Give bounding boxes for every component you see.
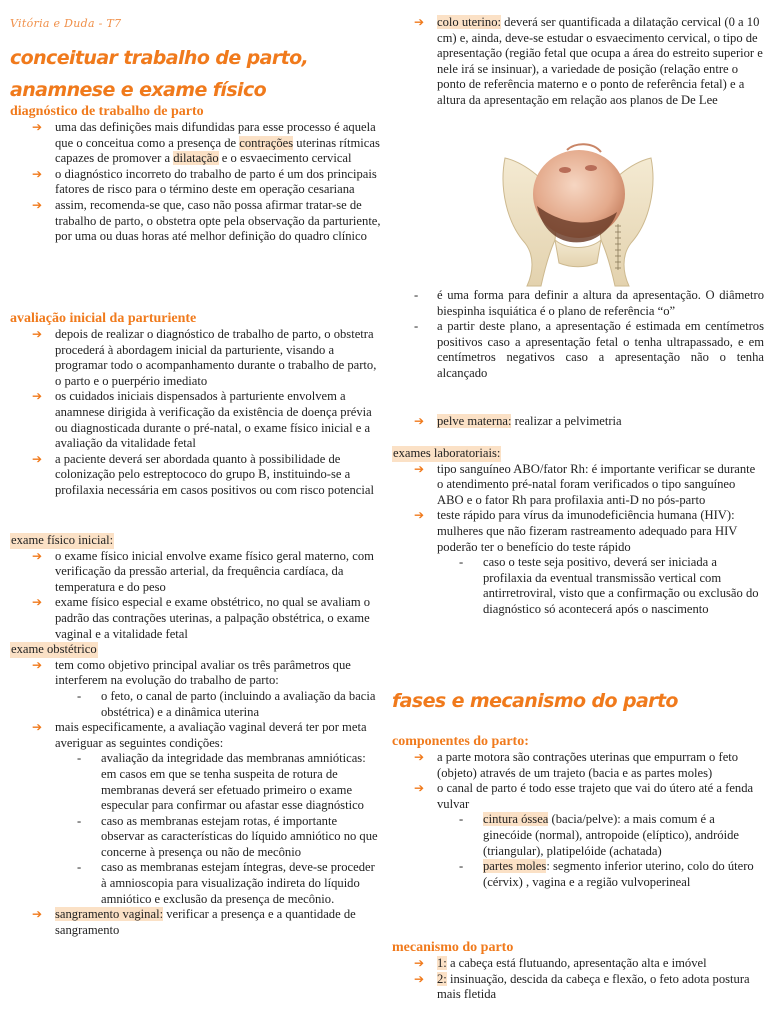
heading-mecanismo: mecanismo do parto xyxy=(392,940,514,955)
list-item: ➔ mais especificamente, a avaliação vaginal deverá ter por meta averiguar as seguintes condições: xyxy=(32,720,367,750)
arrow-icon: ➔ xyxy=(414,414,425,428)
arrow-icon: ➔ xyxy=(32,548,43,563)
arrow-icon: ➔ xyxy=(32,327,43,341)
arrow-icon: ➔ xyxy=(414,956,425,970)
list-item: ➔ o diagnóstico incorreto do trabalho de parto é um dos principais fatores de risco para o término deste em operação cesariana xyxy=(32,166,377,197)
section-diagnostico xyxy=(10,104,382,245)
section-exames-laboratoriais xyxy=(392,446,764,618)
arrow-icon: ➔ xyxy=(414,781,425,796)
list-item: ➔ assim, recomenda-se que, caso não possa afirmar tratar-se de trabalho de parto, o obstetra opte pela observação da parturiente, por uma ou duas horas até melhor definição do quadro clínico xyxy=(32,197,381,244)
author-label: Vitória e Duda - T7 xyxy=(10,17,122,30)
list-item: ➔ uma das definições mais difundidas para esse processo é aquela que o conceitua como a presença de contrações uterinas rítmicas capazes de promover a dilatação e o esvaecimento cervical xyxy=(32,120,380,166)
arrow-icon: ➔ xyxy=(32,907,43,922)
section-mecanismo xyxy=(392,940,764,1003)
heading-diagnostico: diagnóstico de trabalho de parto xyxy=(10,104,204,119)
list-item: ➔ teste rápido para vírus da imunodeficiência humana (HIV): mulheres que não fizeram rastreamento adequado para HIV poderão ter o benefício do teste rápido xyxy=(414,508,738,554)
list-item: ➔ exame físico especial e exame obstétrico, no qual se avaliam o padrão das contrações uterinas, a palpação obstétrica, o exame vaginal e a vitalidade fetal xyxy=(32,595,371,641)
list-item: - a partir deste plano, a apresentação é estimada em centímetros positivos caso a apresentação fetal o tenha ultrapassado, e em centímetros negativos caso a apresentação não o tenha alcançado xyxy=(414,319,764,380)
list-item: ➔ depois de realizar o diagnóstico de trabalho de parto, o obstetra procederá à abordagem inicial da parturiente, visando a programar todo o acompanhamento durante o trabalho de parto, o parto e o puerpério imediato xyxy=(32,327,377,388)
list-item: ➔ a paciente deverá ser abordada quanto à possibilidade de colonização pelo estreptococo do grupo B, instituindo-se a profilaxia necessária em casos positivos ou com risco potencial xyxy=(32,451,374,497)
list-item: ➔ pelve materna: realizar a pelvimetria xyxy=(414,414,622,428)
arrow-icon: ➔ xyxy=(414,508,425,523)
list-item: ➔ os cuidados iniciais dispensados à parturiente envolvem a anamnese dirigida à verificação da existência de doença prévia ou diagnosticada durante o pré-natal, o exame físico inicial e a avaliação da vitalidade fetal xyxy=(32,389,372,451)
arrow-icon: ➔ xyxy=(414,461,425,476)
arrow-icon: ➔ xyxy=(32,595,43,610)
arrow-icon: ➔ xyxy=(32,166,43,181)
sub-item: - caso as membranas estejam íntegras, deve-se proceder à amnioscopia para visualização indireta do líquido amniótico e exclusão da presença de mecônio. xyxy=(77,860,375,906)
heading-avaliacao: avaliação inicial da parturiente xyxy=(10,311,197,326)
sub-item: - partes moles: segmento inferior uterino, colo do útero (cérvix) , vagina e a região vulvoperineal xyxy=(459,859,754,889)
heading-exame-obstetrico: exame obstétrico xyxy=(11,642,97,657)
arrow-icon: ➔ xyxy=(414,971,425,986)
sub-item: - caso as membranas estejam rotas, é importante observar as características do líquido amniótico no que concerne à presença ou não de mecônio xyxy=(77,813,378,859)
arrow-icon: ➔ xyxy=(32,120,43,134)
heading-exame-fisico: exame físico inicial: xyxy=(11,533,114,547)
arrow-icon: ➔ xyxy=(32,657,43,672)
list-item: ➔ tipo sanguíneo ABO/fator Rh: é importante verificar se durante o atendimento pré-natal foram verificados o tipo sanguíneo ABO e o fator Rh para profilaxia anti-D no pós-parto xyxy=(414,461,756,507)
list-item: ➔ tem como objetivo principal avaliar os três parâmetros que interferem na evolução do trabalho de parto: xyxy=(32,657,351,688)
list-item: ➔ a parte motora são contrações uterinas que empurram o feto (objeto) através de um trajeto (bacia e as partes moles) xyxy=(414,750,739,780)
list-item: ➔ o canal de parto é todo esse trajeto que vai do útero até a fenda vulvar xyxy=(414,781,754,811)
section-componentes xyxy=(392,734,764,890)
pelvis-fetal-head-illustration xyxy=(497,128,659,288)
arrow-icon: ➔ xyxy=(32,720,43,735)
sub-item: - o feto, o canal de parto (incluindo a avaliação da bacia obstétrica) e a dinâmica uterina xyxy=(77,688,376,719)
sub-item: - avaliação da integridade das membranas amnióticas: em casos em que se tenha suspeita de rotura de membranas deverá ser efetuado primeiro o exame especular para confirmar ou afastar esse diagnóstico xyxy=(77,751,366,813)
section-colo-uterino xyxy=(392,15,764,109)
heading-componentes: componentes do parto: xyxy=(392,734,529,749)
list-item: ➔ 2: insinuação, descida da cabeça e flexão, o feto adota postura mais fletida xyxy=(414,971,750,1002)
list-item: ➔ sangramento vaginal: verificar a presença e a quantidade de sangramento xyxy=(32,907,356,937)
list-item: - é uma forma para definir a altura da apresentação. O diâmetro biespinha isquiática é o plano de referência “o” xyxy=(414,288,764,318)
sub-item: - cintura óssea (bacia/pelve): a mais comum é a ginecóide (normal), antropoide (elíptico), andróide (triangular), platipelóide (achatada) xyxy=(459,812,739,858)
section-fases-titulo xyxy=(392,686,764,716)
arrow-icon: ➔ xyxy=(414,750,425,764)
arrow-icon: ➔ xyxy=(32,389,43,404)
section-planos-de-lee xyxy=(392,288,764,382)
arrow-icon: ➔ xyxy=(32,451,43,466)
list-item: ➔ colo uterino: deverá ser quantificada a dilatação cervical (0 a 10 cm) e, ainda, deve-se estudar o esvaecimento cervical, o tipo de apresentação (região fetal que ocupa a área do estreito superior e nele irá se insinuar), a variedade de posição (relação entre o ponto de referência materno e o ponto de referência fetal) e a altura da apresentação em relação aos planos de De Lee xyxy=(414,15,763,107)
arrow-icon: ➔ xyxy=(32,197,43,212)
heading-exames-laboratoriais: exames laboratoriais: xyxy=(393,446,501,460)
list-item: ➔ o exame físico inicial envolve exame físico geral materno, com verificação da pressão arterial, da frequência cardíaca, da temperatura e do peso xyxy=(32,548,374,594)
list-item: ➔ 1: a cabeça está flutuando, apresentação alta e imóvel xyxy=(414,956,707,970)
section-exame-fisico xyxy=(10,533,382,938)
page-title: conceituar trabalho de parto, anamnese e exame físico xyxy=(10,47,309,101)
arrow-icon: ➔ xyxy=(414,15,425,29)
fases-title: fases e mecanismo do parto xyxy=(392,690,678,712)
sub-item: - caso o teste seja positivo, deverá ser iniciada a profilaxia da eventual transmissão vertical com antirretroviral, visto que a confirmação ou exclusão do diagnóstico só acontecerá após o nascimento xyxy=(459,555,759,616)
section-pelve-materna xyxy=(392,414,764,430)
section-avaliacao xyxy=(10,311,382,499)
